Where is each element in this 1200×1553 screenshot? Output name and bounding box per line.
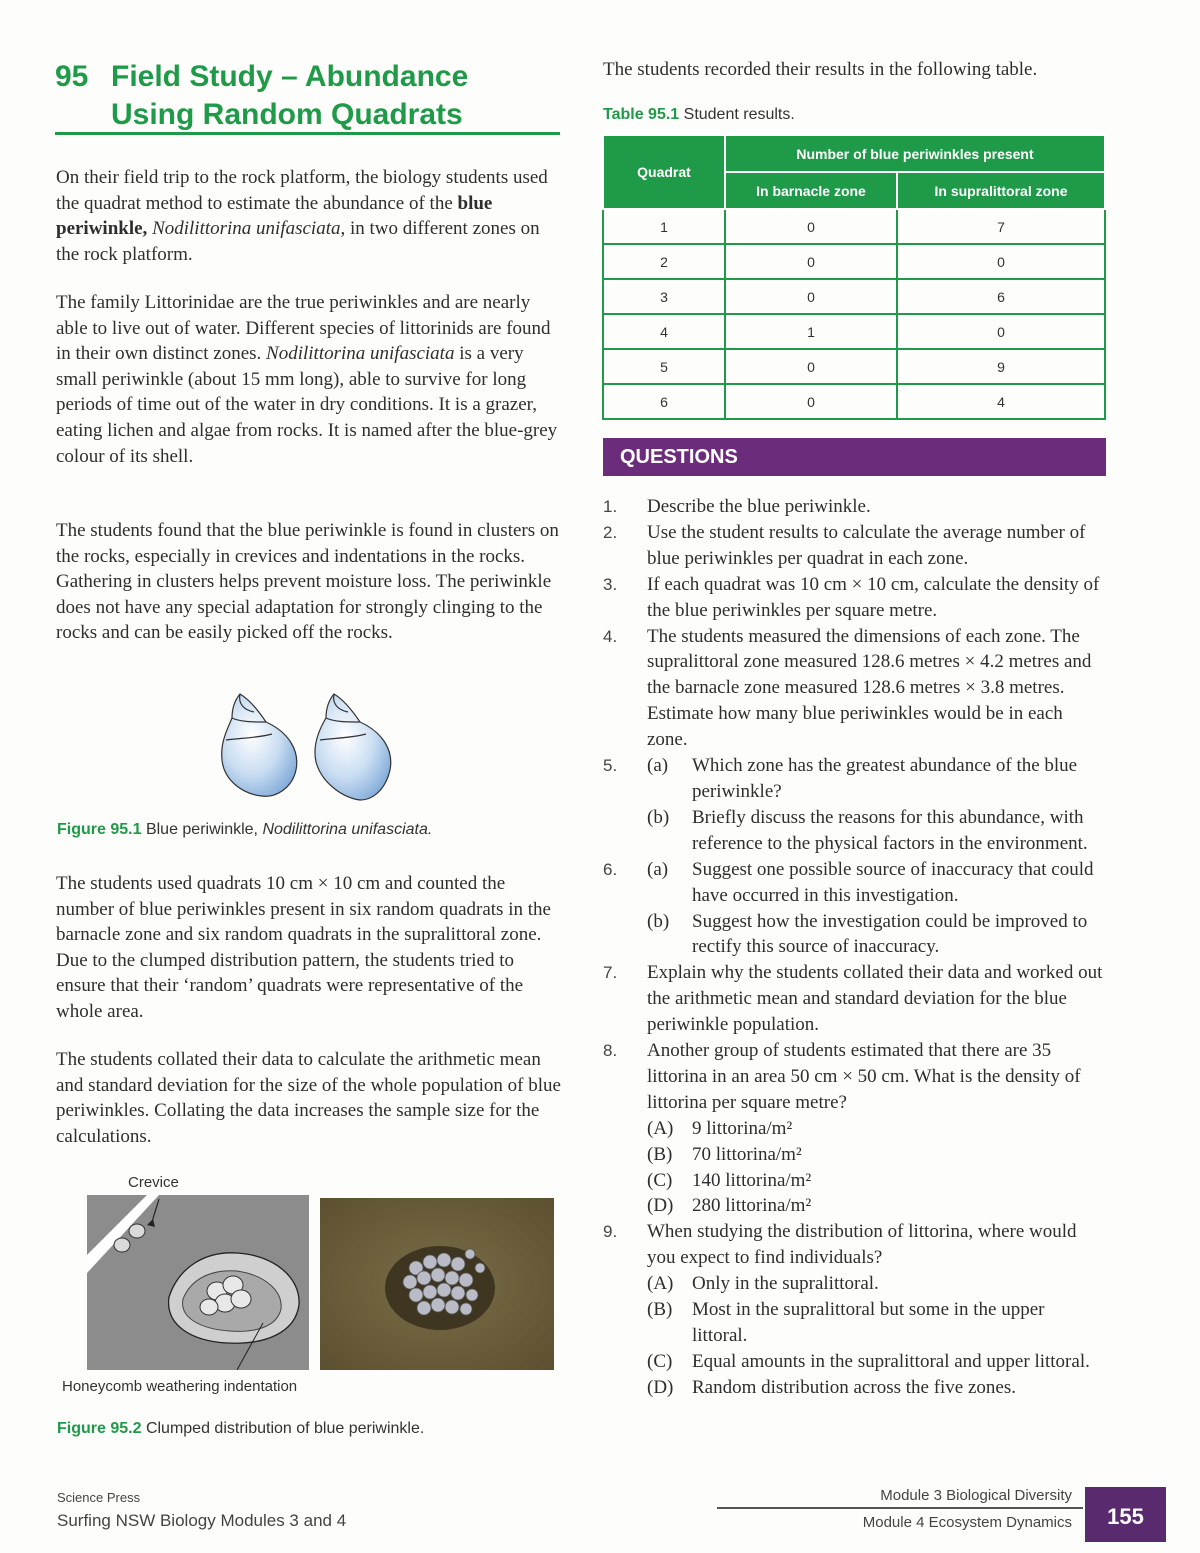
table-row: 3 0 6 [603, 279, 1105, 314]
title-rule [55, 132, 560, 135]
chapter-number: 95 [55, 60, 89, 93]
question-9: 9. When studying the distribution of littorina, where would you expect to find individuals? (A) Only in the supralittoral. (B) Most in the supralittoral but some in the upper littoral. (C) Equal amounts in the supralittoral and upper littoral. (D) Random distribution across the five zones. [603, 1219, 1103, 1400]
question-9-option-b: (B) Most in the supralittoral but some in the upper littoral. [647, 1299, 1045, 1346]
question-5: 5. (a) Which zone has the greatest abundance of the blue periwinkle? (b) Briefly discuss the reasons for this abundance, with reference to the physical factors in the environment. [603, 753, 1103, 857]
col-header-barnacle: In barnacle zone [725, 172, 897, 209]
question-8-option-d: (D) 280 littorina/m² [647, 1195, 812, 1217]
periwinkle-cluster-photo [320, 1198, 554, 1370]
question-9-option-a: (A) Only in the supralittoral. [647, 1273, 879, 1295]
table-row: 6 0 4 [603, 384, 1105, 419]
question-5b: (b) Briefly discuss the reasons for this abundance, with reference to the physical factors in the environment. [647, 806, 1088, 854]
footer-module-3: Module 3 Biological Diversity [880, 1487, 1072, 1504]
question-1: 1. Describe the blue periwinkle. [603, 496, 871, 517]
crevice-diagram [87, 1195, 309, 1370]
table-intro: The students recorded their results in the following table. [603, 59, 1038, 80]
question-9-option-d: (D) Random distribution across the five zones. [647, 1376, 1016, 1398]
question-6b: (b) Suggest how the investigation could be improved to rectify this source of inaccuracy. [647, 910, 1088, 958]
title-line-2: Using Random Quadrats [111, 98, 463, 131]
page-number: 155 [1085, 1487, 1166, 1542]
results-table [602, 134, 1106, 420]
question-3: 3. If each quadrat was 10 cm × 10 cm, calculate the density of the blue periwinkles per square metre. [603, 573, 1100, 621]
question-6: 6. (a) Suggest one possible source of inaccuracy that could have occurred in this investigation. (b) Suggest how the investigation could be improved to rectify this source of inaccuracy. [603, 857, 1103, 961]
question-8: 8. Another group of students estimated that there are 35 littorina in an area 50 cm × 50 cm. What is the density of littorina per square metre? (A) 9 littorina/m² (B) 70 littorina/m² (C) 140 littorina/m² (D) 280 littorina/m² [603, 1038, 1103, 1219]
method-paragraph: The students used quadrats 10 cm × 10 cm and counted the number of blue periwinkles present in six random quadrats in the barnacle zone and six random quadrats in the supralittoral zone. Due to the clumped distribution pattern, the students tried to ensure that their ‘random’ quadrats were representative of the whole area. [56, 873, 551, 1022]
question-8-option-c: (C) 140 littorina/m² [647, 1169, 812, 1191]
questions-list [603, 494, 1103, 1401]
question-2: 2. Use the student results to calculate the average number of blue periwinkles per quadrat in each zone. [603, 521, 1086, 569]
page-title [55, 58, 560, 134]
question-9-option-c: (C) Equal amounts in the supralittoral and upper littoral. [647, 1350, 1090, 1372]
collation-paragraph: The students collated their data to calculate the arithmetic mean and standard deviation for the size of the whole population of blue periwinkles. Collating the data increases the sample size for the calculations. [56, 1049, 561, 1147]
questions-heading: QUESTIONS [603, 438, 1106, 476]
question-5a: (a) Which zone has the greatest abundance of the blue periwinkle? [647, 755, 1078, 802]
col-header-quadrat: Quadrat [603, 135, 725, 209]
question-8-option-a: (A) 9 littorina/m² [647, 1117, 793, 1139]
honeycomb-label: Honeycomb weathering indentation [62, 1378, 298, 1395]
table-row: 4 1 0 [603, 314, 1105, 349]
col-header-supralittoral: In supralittoral zone [897, 172, 1105, 209]
question-6a: (a) Suggest one possible source of inaccuracy that could have occurred in this investigation. [647, 858, 1094, 906]
footer-book-title: Surfing NSW Biology Modules 3 and 4 [57, 1511, 347, 1530]
periwinkle-shells-illustration [210, 688, 400, 806]
table-caption: Table 95.1 Student results. [603, 106, 795, 123]
figure-95-2-caption: Figure 95.2 Clumped distribution of blue periwinkle. [57, 1420, 425, 1437]
table-row: 1 0 7 [603, 209, 1105, 244]
figure-95-1-caption: Figure 95.1 Blue periwinkle, Nodilittorina unifasciata. [57, 821, 433, 838]
periwinkle-shell-right [315, 694, 391, 800]
question-8-option-b: (B) 70 littorina/m² [647, 1143, 802, 1165]
periwinkle-shell-left [222, 694, 297, 796]
question-4: 4. The students measured the dimensions of each zone. The supralittoral zone measured 128.6 metres × 4.2 metres and the barnacle zone measured 128.6 metres × 3.8 metres. Estimate how many blue periwinkles would be in each zone. [603, 625, 1092, 751]
footer-module-4: Module 4 Ecosystem Dynamics [862, 1514, 1072, 1531]
footer-publisher: Science Press Surfing NSW Biology Modules 3 and 4 [57, 1490, 347, 1530]
title-line-1: Field Study – Abundance [111, 60, 469, 93]
table-row: 2 0 0 [603, 244, 1105, 279]
intro-paragraph-3: The students found that the blue periwinkle is found in clusters on the rocks, especially in crevices and indentations in the rocks. Gathering in clusters helps prevent moisture loss. The periwinkle does not have any special adaptation for strongly clinging to the rocks and can be easily picked off the rocks. [56, 520, 559, 644]
col-header-group: Number of blue periwinkles present [725, 135, 1105, 172]
question-7: 7. Explain why the students collated their data and worked out the arithmetic mean and standard deviation for the blue periwinkle population. [603, 962, 1103, 1036]
crevice-label: Crevice [128, 1174, 179, 1191]
intro-paragraph-2: The family Littorinidae are the true periwinkles and are nearly able to live out of water. Different species of littorinids are found in their own distinct zones. Nodilittorina unifasciata is a very small periwinkle (about 15 mm long), able to survive for long periods of time out of the water in dry conditions. It is a grazer, eating lichen and algae from rocks. It is named after the blue-grey colour of its shell. [56, 292, 558, 467]
footer-rule [717, 1507, 1083, 1509]
table-row: 5 0 9 [603, 349, 1105, 384]
intro-paragraph-1: On their field trip to the rock platform, the biology students used the quadrat method to estimate the abundance of the blue periwinkle, Nodilittorina unifasciata, in two different zones on the rock platform. [56, 167, 548, 265]
